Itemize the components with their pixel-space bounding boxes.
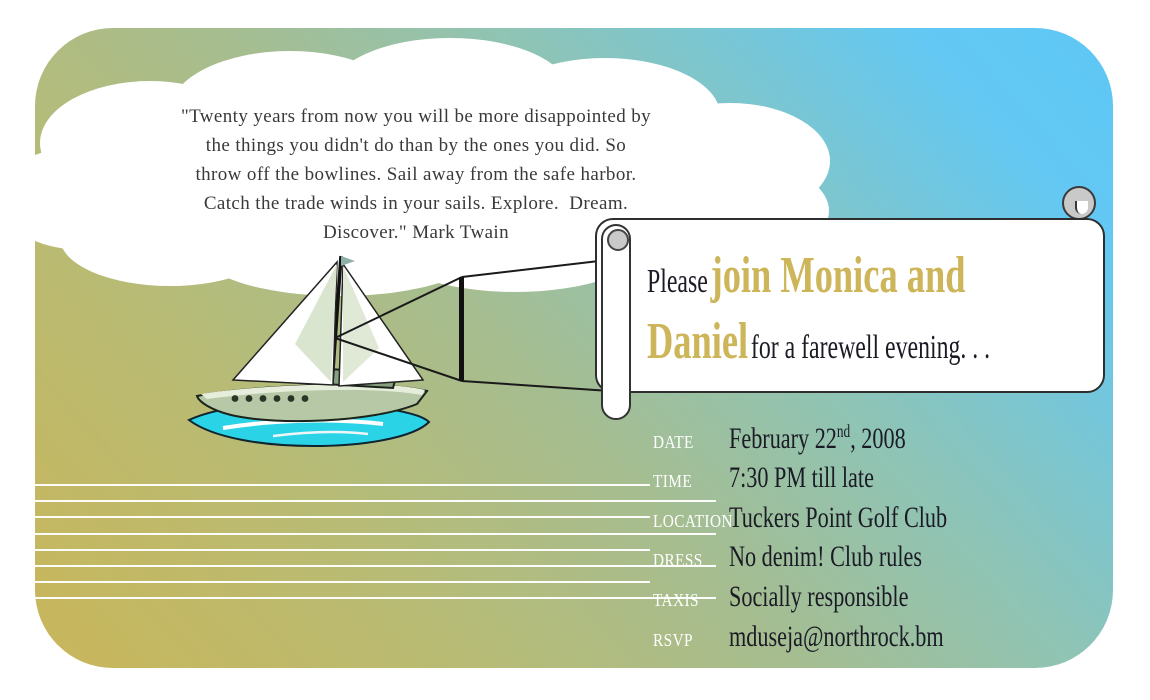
detail-label-time: TIME bbox=[653, 470, 693, 491]
banner-intro: Please bbox=[647, 263, 708, 300]
invitation-card bbox=[35, 28, 1113, 668]
ruled-line bbox=[35, 484, 650, 486]
quote-line: the things you didn't do than by the ones you did. So bbox=[205, 135, 627, 156]
detail-label-date: DATE bbox=[653, 432, 694, 452]
detail-value-taxis: Socially responsible bbox=[729, 580, 909, 614]
detail-label-dress: DRESS bbox=[653, 550, 703, 571]
scroll-banner bbox=[595, 218, 1105, 393]
detail-label-rsvp: RSVP bbox=[653, 629, 693, 650]
detail-label-location: LOCATION bbox=[653, 510, 733, 531]
quote-line: Discover." Mark Twain bbox=[323, 222, 509, 243]
detail-value-time: 7:30 PM till late bbox=[729, 460, 874, 494]
ruled-line bbox=[35, 581, 650, 583]
quote-line: Catch the trade winds in your sails. Explore. Dream. bbox=[203, 193, 629, 214]
quote-line: "Twenty years from now you will be more disappointed by bbox=[180, 106, 652, 127]
ruled-line bbox=[35, 500, 716, 502]
scroll-left-roll-icon bbox=[601, 224, 631, 420]
ruled-line bbox=[35, 516, 650, 518]
date-superscript: nd bbox=[836, 421, 851, 441]
detail-label-taxis: TAXIS bbox=[653, 590, 699, 611]
ruled-line bbox=[35, 565, 716, 567]
scroll-left-curl-icon bbox=[607, 229, 629, 251]
ruled-line bbox=[35, 597, 716, 599]
detail-value-rsvp: mduseja@northrock.bm bbox=[729, 619, 944, 653]
detail-value-location: Tuckers Point Golf Club bbox=[729, 500, 948, 534]
callout-lines-icon bbox=[325, 253, 615, 398]
detail-value-dress: No denim! Club rules bbox=[729, 540, 923, 574]
details-list bbox=[653, 421, 1024, 660]
ruled-line bbox=[35, 549, 650, 551]
detail-value-date: February 22nd, 2008 bbox=[729, 421, 906, 455]
banner-outro: for a farewell evening. . . bbox=[750, 329, 991, 366]
banner-line-2 bbox=[647, 312, 990, 371]
scroll-curl-notch bbox=[1075, 201, 1088, 214]
ruled-line bbox=[35, 533, 716, 535]
scroll-right-curl-icon bbox=[1062, 186, 1096, 220]
quote-line: throw off the bowlines. Sail away from the safe harbor. bbox=[195, 164, 637, 185]
banner-names: Daniel bbox=[647, 313, 749, 370]
banner-line-1 bbox=[647, 246, 965, 305]
banner-names: join Monica and bbox=[710, 247, 966, 304]
